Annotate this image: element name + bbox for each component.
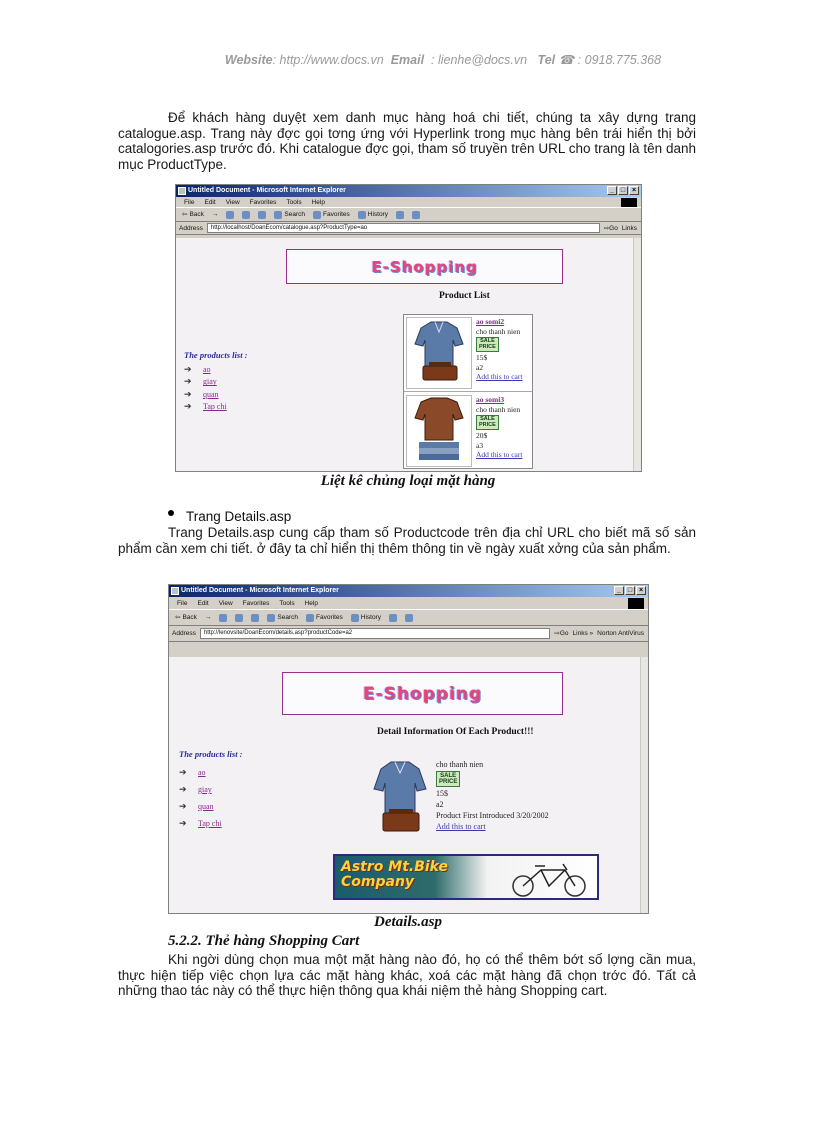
product-desc: cho thanh nien bbox=[436, 760, 484, 769]
email-label: Email bbox=[390, 53, 425, 67]
list-item[interactable] bbox=[179, 798, 243, 815]
window-controls bbox=[614, 586, 646, 595]
email-value: : lienhe@docs.vn bbox=[431, 53, 528, 67]
home-icon bbox=[251, 614, 259, 622]
forward-button[interactable] bbox=[205, 611, 212, 625]
mail-icon bbox=[396, 211, 404, 219]
address-input[interactable]: http://localhost/DoanEcom/catalogue.asp?ProductType=ao bbox=[207, 223, 600, 233]
list-item[interactable] bbox=[179, 815, 243, 832]
category-link-giay[interactable]: giay bbox=[203, 377, 217, 387]
page-content bbox=[176, 238, 641, 471]
vertical-scrollbar[interactable] bbox=[633, 238, 641, 471]
badge-bottom: PRICE bbox=[479, 421, 496, 428]
window-title: Untitled Document - Microsoft Internet Explorer bbox=[181, 587, 339, 594]
minimize-icon[interactable]: _ bbox=[607, 186, 617, 195]
banner-text: E-Shopping bbox=[371, 257, 478, 276]
mail-button[interactable] bbox=[396, 211, 404, 219]
norton-antivirus-button[interactable]: Norton AntiVirus bbox=[597, 630, 644, 637]
menu-bar bbox=[176, 197, 641, 208]
arrow-icon: ➔ bbox=[184, 376, 192, 387]
print-icon bbox=[412, 211, 420, 219]
stop-icon bbox=[219, 614, 227, 622]
address-bar bbox=[176, 222, 641, 235]
window-title: Untitled Document - Microsoft Internet Explorer bbox=[188, 187, 346, 194]
badge-bottom: PRICE bbox=[479, 343, 496, 350]
go-label: Go bbox=[559, 630, 569, 637]
eshop-banner bbox=[282, 672, 563, 715]
links-button[interactable]: Links bbox=[621, 224, 637, 232]
list-item[interactable] bbox=[184, 388, 248, 401]
forward-label: → bbox=[204, 613, 212, 621]
shirt-image[interactable] bbox=[369, 757, 431, 839]
ie-icon bbox=[178, 187, 186, 195]
history-label: History bbox=[360, 613, 381, 621]
figure-caption-2: Details.asp bbox=[374, 914, 442, 930]
refresh-icon bbox=[242, 211, 250, 219]
window-controls bbox=[607, 186, 639, 195]
product-price: 15$ bbox=[476, 353, 488, 362]
catalogue-screenshot bbox=[175, 184, 642, 472]
windows-logo-icon bbox=[621, 198, 637, 207]
menu-file[interactable]: File bbox=[184, 199, 195, 206]
home-button[interactable] bbox=[251, 614, 259, 622]
products-list bbox=[179, 749, 243, 832]
menu-help[interactable]: Help bbox=[304, 600, 318, 607]
mail-button[interactable] bbox=[389, 614, 397, 622]
arrow-icon: ➔ bbox=[184, 401, 192, 412]
arrow-icon: ➔ bbox=[179, 784, 187, 794]
ad-text bbox=[341, 860, 448, 890]
add-to-cart-link[interactable]: Add this to cart bbox=[436, 822, 486, 831]
address-bar bbox=[169, 626, 648, 642]
arrow-icon: ➔ bbox=[179, 767, 187, 777]
close-icon[interactable]: × bbox=[636, 586, 646, 595]
print-button[interactable] bbox=[405, 614, 413, 622]
browser-toolbar bbox=[176, 208, 641, 222]
category-link-ao[interactable]: ao bbox=[198, 768, 206, 777]
menu-edit[interactable]: Edit bbox=[204, 199, 216, 206]
details-paragraph: Trang Details.asp cung cấp tham số Productcode trên địa chỉ URL cho biết mã số sản phẩm cần xem chi tiết. ở đây ta chỉ hiển thị thêm thông tin về ngày xuất xởng của sản phẩm. bbox=[118, 525, 696, 556]
print-button[interactable] bbox=[412, 211, 420, 219]
back-button[interactable]: ⇦ Back bbox=[182, 208, 204, 222]
details-screenshot bbox=[168, 584, 649, 914]
search-button[interactable] bbox=[274, 208, 305, 222]
favorites-button[interactable] bbox=[306, 611, 343, 625]
website-label: Website bbox=[224, 53, 273, 67]
maximize-icon[interactable]: □ bbox=[618, 186, 628, 195]
links-button[interactable]: Links » bbox=[572, 630, 594, 637]
window-titlebar bbox=[169, 585, 648, 597]
forward-button[interactable] bbox=[212, 208, 219, 222]
close-icon[interactable]: × bbox=[629, 186, 639, 195]
product-code: a2 bbox=[476, 362, 484, 372]
menu-view[interactable]: View bbox=[225, 199, 240, 206]
product-list-heading: Product List bbox=[439, 291, 490, 301]
product-code: a3 bbox=[476, 440, 484, 450]
menu-tools[interactable]: Tools bbox=[286, 199, 302, 206]
favorites-icon bbox=[306, 614, 314, 622]
favorites-button[interactable] bbox=[313, 208, 350, 222]
badge-top: SALE bbox=[480, 416, 495, 422]
menu-favorites[interactable]: Favorites bbox=[242, 600, 270, 607]
category-link-ao[interactable]: ao bbox=[203, 364, 211, 374]
tel-label: Tel bbox=[537, 53, 556, 67]
menu-view[interactable]: View bbox=[218, 600, 233, 607]
address-label: Address bbox=[179, 224, 203, 232]
page-content bbox=[169, 657, 648, 913]
history-icon bbox=[358, 211, 366, 219]
product-info bbox=[476, 317, 522, 382]
product-details bbox=[436, 759, 549, 832]
search-label: Search bbox=[284, 210, 306, 218]
go-button[interactable]: ⇨Go bbox=[554, 630, 569, 637]
minimize-icon[interactable]: _ bbox=[614, 586, 624, 595]
figure-caption-1: Liệt kê chủng loại mặt hàng bbox=[320, 473, 496, 489]
list-item[interactable] bbox=[179, 764, 243, 781]
search-button[interactable] bbox=[267, 611, 298, 625]
stop-button[interactable] bbox=[226, 211, 234, 219]
list-item[interactable] bbox=[184, 401, 248, 414]
back-label: Back bbox=[182, 613, 197, 621]
sale-price-badge bbox=[436, 771, 460, 787]
arrow-icon: ➔ bbox=[179, 801, 187, 811]
stop-icon bbox=[226, 211, 234, 219]
bullet-icon bbox=[168, 510, 174, 516]
intro-paragraph: Để khách hàng duyệt xem danh mục hàng hoá chi tiết, chúng ta xây dựng trang catalogue.asp. Trang này đợc gọi tơng ứng với Hyperlink trong mục hàng bên trái hiển thị bởi catalogories.asp trước đó. Khi catalogue đợc gọi, tham số truyền trên URL cho trang là tên danh mục ProductType. bbox=[118, 110, 696, 172]
add-to-cart-link[interactable]: Add this to cart bbox=[476, 372, 523, 381]
add-to-cart-link[interactable]: Add this to cart bbox=[476, 450, 523, 459]
ad-line-1: Astro Mt.Bike bbox=[341, 859, 448, 875]
back-button[interactable]: ⇦ Back bbox=[175, 611, 197, 625]
website-value: : http://www.docs.vn bbox=[272, 53, 384, 67]
menu-favorites[interactable]: Favorites bbox=[249, 199, 277, 206]
sale-price-badge bbox=[476, 337, 499, 352]
address-input[interactable]: http://lenovsite/DoanEcom/details.asp?productCode=a2 bbox=[200, 628, 551, 639]
section-heading: 5.2.2. Thẻ hàng Shopping Cart bbox=[168, 933, 360, 949]
home-icon bbox=[258, 211, 266, 219]
windows-logo-icon bbox=[628, 598, 644, 609]
product-desc: cho thanh nien bbox=[476, 326, 521, 336]
forward-label: → bbox=[211, 210, 219, 218]
product-table bbox=[403, 314, 533, 469]
category-link-tap-chi[interactable]: Tap chi bbox=[203, 402, 227, 412]
mail-icon bbox=[389, 614, 397, 622]
refresh-button[interactable] bbox=[235, 614, 243, 622]
arrow-icon: ➔ bbox=[184, 388, 192, 399]
address-label: Address bbox=[172, 630, 196, 637]
product-price: 20$ bbox=[476, 431, 488, 440]
history-button[interactable] bbox=[358, 208, 388, 222]
print-icon bbox=[405, 614, 413, 622]
category-link-tap-chi[interactable]: Tap chi bbox=[198, 819, 222, 828]
bicycle-icon bbox=[505, 860, 595, 898]
menu-file[interactable]: File bbox=[177, 600, 188, 607]
maximize-icon[interactable]: □ bbox=[625, 586, 635, 595]
product-name-link[interactable]: ao somi3 bbox=[476, 395, 505, 404]
favorites-label: Favorites bbox=[323, 210, 350, 218]
tel-value: ☎ : 0918.775.368 bbox=[558, 53, 662, 67]
menu-tools[interactable]: Tools bbox=[279, 600, 295, 607]
product-info bbox=[476, 395, 522, 460]
sale-price-badge bbox=[476, 415, 499, 430]
menu-edit[interactable]: Edit bbox=[197, 600, 209, 607]
bullet-text: Trang Details.asp bbox=[186, 509, 292, 524]
favorites-label: Favorites bbox=[316, 613, 343, 621]
category-link-giay[interactable]: giay bbox=[198, 785, 212, 794]
product-introduced-date: Product First Introduced 3/20/2002 bbox=[436, 811, 549, 820]
search-icon bbox=[274, 211, 282, 219]
bullet-item bbox=[168, 509, 291, 524]
product-name-link[interactable]: ao somi2 bbox=[476, 317, 505, 326]
ad-banner[interactable] bbox=[333, 854, 599, 900]
arrow-icon: ➔ bbox=[179, 818, 187, 828]
shopping-cart-paragraph: Khi ngời dùng chọn mua một mặt hàng nào đó, họ có thể thêm bớt số lợng cần mua, thực hiện tiếp việc chọn lựa các mặt hàng khác, xoá các mặt hàng đã chọn trớc đó. Tất cả những thao tác này có thể thực hiện thông qua khái niệm thẻ hàng Shopping cart. bbox=[118, 952, 696, 998]
home-button[interactable] bbox=[258, 211, 266, 219]
banner-text: E-Shopping bbox=[362, 683, 483, 704]
go-label: Go bbox=[609, 224, 618, 232]
category-link-quan[interactable]: quan bbox=[203, 389, 219, 399]
back-label: Back bbox=[189, 210, 204, 218]
badge-top: SALE bbox=[480, 338, 495, 344]
eshop-banner bbox=[286, 249, 563, 284]
product-price: 15$ bbox=[436, 789, 448, 798]
vertical-scrollbar[interactable] bbox=[640, 657, 648, 913]
detail-heading: Detail Information Of Each Product!!! bbox=[377, 727, 534, 737]
list-item[interactable] bbox=[184, 376, 248, 389]
shirt-image[interactable] bbox=[406, 317, 472, 389]
history-button[interactable] bbox=[351, 611, 381, 625]
products-list-title: The products list : bbox=[179, 749, 243, 759]
refresh-button[interactable] bbox=[242, 211, 250, 219]
refresh-icon bbox=[235, 614, 243, 622]
menu-help[interactable]: Help bbox=[311, 199, 325, 206]
go-button[interactable]: ⇨Go bbox=[603, 224, 618, 232]
table-row bbox=[404, 393, 532, 470]
page-header bbox=[0, 52, 816, 67]
search-icon bbox=[267, 614, 275, 622]
history-icon bbox=[351, 614, 359, 622]
products-list-title: The products list : bbox=[184, 350, 248, 360]
product-code: a2 bbox=[436, 800, 444, 809]
badge-top: SALE bbox=[440, 773, 457, 779]
menu-bar bbox=[169, 597, 648, 610]
search-label: Search bbox=[277, 613, 299, 621]
category-link-quan[interactable]: quan bbox=[198, 802, 214, 811]
favorites-icon bbox=[313, 211, 321, 219]
history-label: History bbox=[367, 210, 388, 218]
shirt-image[interactable] bbox=[406, 395, 472, 467]
ad-line-2: Company bbox=[341, 874, 415, 890]
product-desc: cho thanh nien bbox=[476, 404, 521, 414]
products-list bbox=[184, 350, 248, 413]
badge-bottom: PRICE bbox=[439, 779, 458, 785]
list-item[interactable] bbox=[179, 781, 243, 798]
table-row bbox=[404, 315, 532, 392]
browser-toolbar bbox=[169, 610, 648, 626]
ie-icon bbox=[171, 587, 179, 595]
arrow-icon: ➔ bbox=[184, 363, 192, 374]
list-item[interactable] bbox=[184, 363, 248, 376]
stop-button[interactable] bbox=[219, 614, 227, 622]
window-titlebar bbox=[176, 185, 641, 197]
